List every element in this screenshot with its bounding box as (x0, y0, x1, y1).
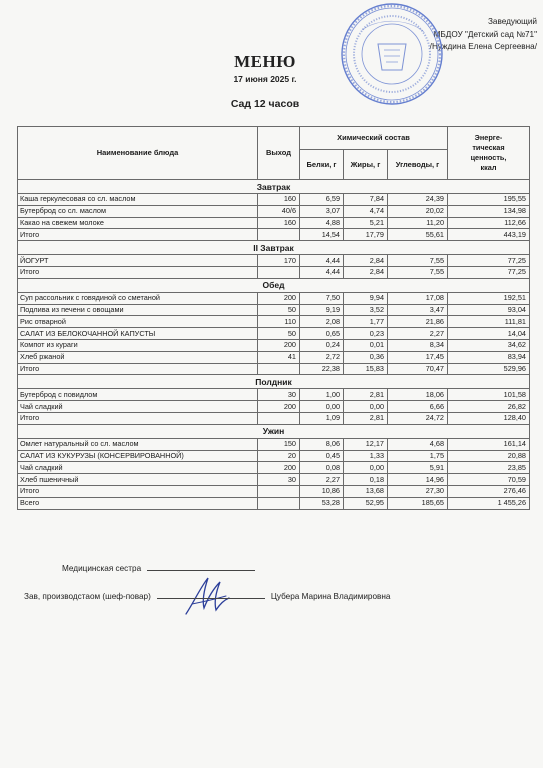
section-header-row (18, 424, 530, 438)
section-total-row (18, 266, 530, 278)
total-fat: 17,79 (344, 229, 388, 241)
header-energy-line4: ккал (480, 163, 497, 172)
dish-yield: 200 (258, 462, 300, 474)
total-fat: 2,81 (344, 412, 388, 424)
dish-energy: 195,55 (448, 194, 530, 206)
section-total-row (18, 229, 530, 241)
dish-fat: 2,81 (344, 389, 388, 401)
total-yield-empty (258, 363, 300, 375)
dish-name: Бутерброд с повидлом (18, 389, 258, 401)
dish-carbs: 11,20 (388, 217, 448, 229)
dish-energy: 20,88 (448, 450, 530, 462)
dish-row (18, 205, 530, 217)
dish-carbs: 24,39 (388, 194, 448, 206)
total-carbs: 27,30 (388, 485, 448, 497)
section-header-row (18, 180, 530, 194)
dish-protein: 2,08 (300, 316, 344, 328)
total-yield-empty (258, 229, 300, 241)
dish-protein: 4,44 (300, 255, 344, 267)
dish-energy: 77,25 (448, 255, 530, 267)
total-carbs: 24,72 (388, 412, 448, 424)
dish-protein: 7,50 (300, 292, 344, 304)
dish-row (18, 462, 530, 474)
dish-row (18, 194, 530, 206)
dish-protein: 8,06 (300, 438, 344, 450)
dish-protein: 0,45 (300, 450, 344, 462)
dish-name: Чай сладкий (18, 401, 258, 413)
total-fat: 2,84 (344, 266, 388, 278)
dish-carbs: 4,68 (388, 438, 448, 450)
dish-name: Рис отварной (18, 316, 258, 328)
section-header-row (18, 278, 530, 292)
dish-yield: 200 (258, 401, 300, 413)
dish-carbs: 20,02 (388, 205, 448, 217)
dish-row (18, 255, 530, 267)
approval-position: Заведующий (487, 17, 537, 26)
grand-total-carbs: 185,65 (388, 497, 448, 509)
dish-energy: 192,51 (448, 292, 530, 304)
dish-fat: 0,00 (344, 462, 388, 474)
dish-row (18, 339, 530, 351)
dish-row (18, 389, 530, 401)
dish-name: САЛАТ ИЗ КУКУРУЗЫ (КОНСЕРВИРОВАННОЙ) (18, 450, 258, 462)
section-title: Обед (18, 278, 530, 292)
section-title: Полдник (18, 375, 530, 389)
dish-energy: 14,04 (448, 328, 530, 340)
chef-name: Цубера Марина Владимировна (270, 592, 391, 601)
total-energy: 276,46 (448, 485, 530, 497)
dish-protein: 4,88 (300, 217, 344, 229)
dish-carbs: 14,96 (388, 474, 448, 486)
total-carbs: 70,47 (388, 363, 448, 375)
total-yield-empty (258, 412, 300, 424)
dish-yield: 160 (258, 217, 300, 229)
dish-name: Компот из кураги (18, 339, 258, 351)
total-energy: 128,40 (448, 412, 530, 424)
dish-yield: 30 (258, 474, 300, 486)
total-label: Итого (18, 485, 258, 497)
dish-fat: 3,52 (344, 304, 388, 316)
total-energy: 529,96 (448, 363, 530, 375)
grand-total-label: Всего (18, 497, 258, 509)
dish-yield: 20 (258, 450, 300, 462)
dish-yield: 50 (258, 304, 300, 316)
dish-carbs: 17,45 (388, 351, 448, 363)
section-header-row (18, 241, 530, 255)
dish-row (18, 474, 530, 486)
dish-yield: 50 (258, 328, 300, 340)
dish-fat: 2,84 (344, 255, 388, 267)
dish-fat: 7,84 (344, 194, 388, 206)
dish-name: ЙОГУРТ (18, 255, 258, 267)
dish-carbs: 18,06 (388, 389, 448, 401)
dish-energy: 70,59 (448, 474, 530, 486)
section-title: II Завтрак (18, 241, 530, 255)
dish-protein: 2,72 (300, 351, 344, 363)
dish-energy: 23,85 (448, 462, 530, 474)
document-title: МЕНЮ (234, 52, 296, 71)
header-yield: Выход (258, 127, 300, 180)
total-fat: 15,83 (344, 363, 388, 375)
dish-carbs: 21,86 (388, 316, 448, 328)
dish-protein: 0,65 (300, 328, 344, 340)
header-energy-line2: тическая (472, 143, 505, 152)
section-total-row (18, 485, 530, 497)
group-label: Сад 12 часов (230, 98, 300, 110)
total-protein: 1,09 (300, 412, 344, 424)
header-energy-line1: Энерге- (474, 133, 503, 142)
menu-table (17, 126, 530, 510)
chef-signature-underline (157, 590, 265, 599)
dish-row (18, 401, 530, 413)
dish-yield: 40/6 (258, 205, 300, 217)
dish-yield: 170 (258, 255, 300, 267)
header-fat: Жиры, г (344, 150, 388, 180)
total-energy: 77,25 (448, 266, 530, 278)
section-total-row (18, 363, 530, 375)
dish-protein: 2,27 (300, 474, 344, 486)
section-title: Ужин (18, 424, 530, 438)
dish-energy: 111,81 (448, 316, 530, 328)
dish-yield: 110 (258, 316, 300, 328)
dish-fat: 4,74 (344, 205, 388, 217)
dish-yield: 150 (258, 438, 300, 450)
dish-row (18, 217, 530, 229)
dish-carbs: 8,34 (388, 339, 448, 351)
dish-carbs: 17,08 (388, 292, 448, 304)
dish-energy: 93,04 (448, 304, 530, 316)
dish-protein: 0,24 (300, 339, 344, 351)
dish-fat: 5,21 (344, 217, 388, 229)
nurse-signature-line (62, 562, 255, 573)
dish-carbs: 3,47 (388, 304, 448, 316)
approval-organization: МБДОУ "Детский сад №71" (433, 29, 537, 39)
header-protein: Белки, г (300, 150, 344, 180)
total-carbs: 55,61 (388, 229, 448, 241)
nurse-signature-underline (147, 562, 255, 571)
total-yield-empty (258, 485, 300, 497)
grand-total-yield-empty (258, 497, 300, 509)
dish-row (18, 351, 530, 363)
dish-row (18, 438, 530, 450)
dish-carbs: 2,27 (388, 328, 448, 340)
menu-table-body (18, 180, 530, 510)
dish-fat: 0,36 (344, 351, 388, 363)
dish-name: Суп рассольник с говядиной со сметаной (18, 292, 258, 304)
dish-carbs: 1,75 (388, 450, 448, 462)
dish-protein: 6,59 (300, 194, 344, 206)
dish-energy: 101,58 (448, 389, 530, 401)
dish-name: Каша геркулесовая со сл. маслом (18, 194, 258, 206)
dish-carbs: 7,55 (388, 255, 448, 267)
header-energy (448, 127, 530, 180)
dish-carbs: 6,66 (388, 401, 448, 413)
dish-row (18, 328, 530, 340)
dish-protein: 9,19 (300, 304, 344, 316)
total-protein: 4,44 (300, 266, 344, 278)
dish-fat: 0,00 (344, 401, 388, 413)
dish-fat: 0,18 (344, 474, 388, 486)
total-yield-empty (258, 266, 300, 278)
grand-total-protein: 53,28 (300, 497, 344, 509)
dish-row (18, 292, 530, 304)
dish-row (18, 316, 530, 328)
document-date: 17 июня 2025 г. (233, 74, 297, 84)
dish-energy: 26,82 (448, 401, 530, 413)
dish-protein: 0,00 (300, 401, 344, 413)
dish-protein: 3,07 (300, 205, 344, 217)
dish-fat: 1,77 (344, 316, 388, 328)
total-label: Итого (18, 412, 258, 424)
dish-carbs: 5,91 (388, 462, 448, 474)
dish-energy: 34,62 (448, 339, 530, 351)
dish-fat: 1,33 (344, 450, 388, 462)
dish-fat: 9,94 (344, 292, 388, 304)
chef-label: Зав, производстаом (шеф-повар) (24, 592, 151, 601)
official-stamp (338, 0, 446, 108)
dish-name: САЛАТ ИЗ БЕЛОКОЧАННОЙ КАПУСТЫ (18, 328, 258, 340)
dish-name: Хлеб ржаной (18, 351, 258, 363)
grand-total-energy: 1 455,26 (448, 497, 530, 509)
dish-energy: 112,66 (448, 217, 530, 229)
dish-name: Бутерброд со сл. маслом (18, 205, 258, 217)
document-header (200, 52, 330, 110)
grand-total-row (18, 497, 530, 509)
dish-energy: 161,14 (448, 438, 530, 450)
total-energy: 443,19 (448, 229, 530, 241)
dish-name: Какао на свежем молоке (18, 217, 258, 229)
section-title: Завтрак (18, 180, 530, 194)
dish-fat: 0,23 (344, 328, 388, 340)
dish-name: Омлет натуральный со сл. маслом (18, 438, 258, 450)
total-carbs: 7,55 (388, 266, 448, 278)
total-label: Итого (18, 229, 258, 241)
dish-row (18, 304, 530, 316)
dish-energy: 83,94 (448, 351, 530, 363)
dish-fat: 0,01 (344, 339, 388, 351)
total-protein: 14,54 (300, 229, 344, 241)
header-carbs: Углеводы, г (388, 150, 448, 180)
dish-protein: 0,08 (300, 462, 344, 474)
total-label: Итого (18, 266, 258, 278)
nurse-label: Медицинская сестра (62, 564, 142, 573)
total-fat: 13,68 (344, 485, 388, 497)
dish-row (18, 450, 530, 462)
dish-name: Подлива из печени с овощами (18, 304, 258, 316)
header-dish-name: Наименование блюда (18, 127, 258, 180)
dish-fat: 12,17 (344, 438, 388, 450)
total-label: Итого (18, 363, 258, 375)
approval-name: /Нуждина Елена Сергеевна/ (429, 42, 537, 51)
total-protein: 22,38 (300, 363, 344, 375)
dish-yield: 200 (258, 339, 300, 351)
dish-yield: 200 (258, 292, 300, 304)
chef-signature-line (24, 590, 390, 601)
grand-total-fat: 52,95 (344, 497, 388, 509)
header-energy-line3: ценность, (470, 153, 507, 162)
section-total-row (18, 412, 530, 424)
total-protein: 10,86 (300, 485, 344, 497)
dish-protein: 1,00 (300, 389, 344, 401)
dish-yield: 30 (258, 389, 300, 401)
dish-yield: 41 (258, 351, 300, 363)
dish-energy: 134,98 (448, 205, 530, 217)
dish-name: Хлеб пшеничный (18, 474, 258, 486)
section-header-row (18, 375, 530, 389)
dish-yield: 160 (258, 194, 300, 206)
dish-name: Чай сладкий (18, 462, 258, 474)
header-chemical-composition: Химический состав (300, 127, 448, 150)
